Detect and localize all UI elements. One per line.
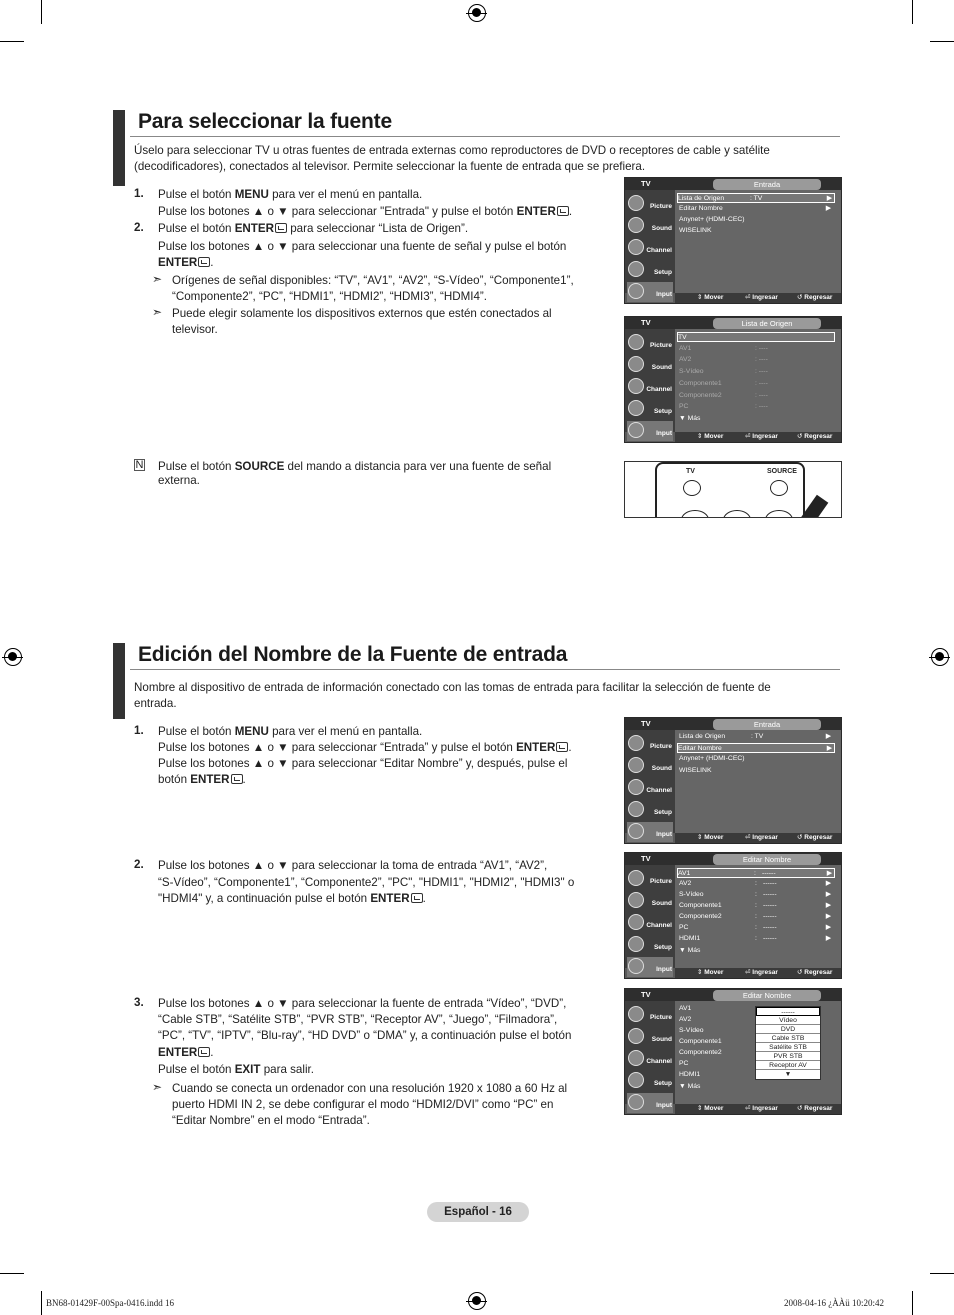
enter-icon [198, 257, 210, 267]
sound-icon [628, 217, 644, 233]
picture-icon [628, 1006, 644, 1022]
step-number: 3. [134, 996, 144, 1009]
note-text: “Componente2”, “PC”, “HDMI1”, “HDMI2”, “HDMI3”, “HDMI4”. [172, 290, 487, 303]
intro-line: Nombre al dispositivo de entrada de información conectado con las tomas de entrada para facilitar la selección de fuente de [134, 681, 771, 694]
osd-menu-editar-nombre: TV Editar Nombre Picture Sound Channel Setup Input AV1 : ------ ▶ AV2 : ------ ▶ S-Vídeo : ------ ▶ Componente1 : ------ ▶ Componente2 : ------ ▶ PC : ------ ▶ HDMI1 : ------ ▶ ▼ Más ⇕ Mover ⏎ Ingresar ↺ Regresar [624, 852, 842, 979]
step-text: “Cable STB”, “Satélite STB”, “PVR STB”, “Receptor AV”, “Juego”, “Filmadora”, [158, 1013, 558, 1026]
step-text: Pulse los botones ▲ o ▼ para seleccionar “Editar Nombre” y, después, pulse el [158, 757, 568, 770]
file-name: BN68-01429F-00Spa-0416.indd 16 [46, 1298, 174, 1308]
enter-icon [275, 223, 287, 233]
input-icon [628, 1094, 644, 1110]
intro-line: (decodificadores), conectados al televisor. Permite seleccionar la fuente de entrada que se prefiera. [134, 160, 646, 173]
step-text: ENTER . [158, 256, 214, 269]
step-text: Pulse los botones ▲ o ▼ para seleccionar la toma de entrada “AV1”, “AV2”, [158, 859, 548, 872]
step-number: 1. [134, 187, 144, 200]
channel-icon [628, 1050, 644, 1066]
crop-mark [41, 1291, 42, 1315]
step-text: Pulse el botón ENTER para seleccionar “Lista de Origen”. [158, 222, 469, 235]
note-text: Cuando se conecta un ordenador con una resolución 1920 x 1080 a 60 Hz al [172, 1082, 568, 1095]
picture-icon [628, 735, 644, 751]
crop-mark [912, 0, 913, 24]
picture-icon [628, 334, 644, 350]
step-text: Pulse los botones ▲ o ▼ para seleccionar una fuente de señal y pulse el botón [158, 240, 567, 253]
setup-icon [628, 936, 644, 952]
setup-icon [628, 801, 644, 817]
page-number-badge: Español - 16 [427, 1202, 529, 1222]
registration-mark-icon [4, 648, 22, 666]
intro-line: Úselo para seleccionar TV u otras fuentes de entrada externas como reproductores de DVD o receptores de cable y satélite [134, 144, 770, 157]
section-bar [113, 110, 125, 186]
source-text: Pulse el botón SOURCE del mando a distancia para ver una fuente de señal [158, 460, 552, 473]
note-text: Orígenes de señal disponibles: “TV”, “AV1”, “AV2”, “S-Vídeo”, “Componente1”, [172, 274, 574, 287]
channel-icon [628, 378, 644, 394]
input-icon [628, 283, 644, 299]
section-title: Edición del Nombre de la Fuente de entrada [138, 643, 568, 666]
intro-line: entrada. [134, 697, 177, 710]
enter-icon [556, 742, 568, 752]
sound-icon [628, 757, 644, 773]
osd-menu-lista-origen: TV Lista de Origen Picture Sound Channel Setup Input TV AV1 : ---- AV2 : ---- S-Vídeo : ---- Componente1 : ---- Componente2 : ---- PC : ---- ▼ Más ⇕ Mover ⏎ Ingresar ↺ Regresar [624, 316, 842, 443]
step-text: "HDMI4" y, a continuación pulse el botón ENTER . [158, 892, 426, 905]
crop-mark [930, 41, 954, 42]
note-arrow-icon: ➣ [152, 305, 163, 319]
step-text: Pulse el botón MENU para ver el menú en pantalla. [158, 188, 423, 201]
sound-icon [628, 892, 644, 908]
sound-icon [628, 1028, 644, 1044]
note-text: puerto HDMI IN 2, se debe configurar el modo “HDMI2/DVI” como “PC” en [172, 1098, 554, 1111]
crop-mark [930, 1273, 954, 1274]
crop-mark [0, 41, 24, 42]
input-icon [628, 422, 644, 438]
step-text: Pulse el botón EXIT para salir. [158, 1063, 314, 1076]
remote-control-illustration: TV SOURCE [624, 461, 842, 518]
note-text: televisor. [172, 323, 218, 336]
note-arrow-icon: ➣ [152, 272, 163, 286]
note-text: “Editar Nombre” en el modo “Entrada”. [172, 1114, 370, 1127]
source-type-dropdown: ------ Vídeo DVD Cable STB Satélite STB PVR STB Receptor AV ▼ [755, 1006, 821, 1080]
osd-menu-entrada: TV Entrada Picture Sound Channel Setup Input Lista de Origen : TV ▶ Editar Nombre ▶ Anynet+ (HDMI-CEC) WISELINK ⇕ Mover ⏎ Ingresar ↺ Regresar [624, 177, 842, 304]
tv-button [683, 480, 701, 496]
osd-menu-editar-dropdown: TV Editar Nombre Picture Sound Channel Setup Input AV1 AV2 S-Vídeo Componente1 Componente2 PC HDMI1 ▼ Más ------ Vídeo DVD Cable STB Satélite STB PVR STB Receptor AV ▼ ⇕ Mover ⏎ Ingresar ↺ Regresar [624, 988, 842, 1115]
registration-mark-icon [468, 4, 486, 22]
registration-mark-icon [468, 1292, 486, 1310]
step-text: ENTER . [158, 1046, 214, 1059]
channel-icon [628, 239, 644, 255]
sound-icon [628, 356, 644, 372]
setup-icon [628, 261, 644, 277]
crop-mark [41, 0, 42, 24]
step-text: botón ENTER . [158, 773, 246, 786]
setup-icon [628, 400, 644, 416]
step-text: “PC”, “TV”, “IPTV”, “Blu-ray”, “HD DVD” o “DMA” y, a continuación pulse el botón [158, 1029, 572, 1042]
input-icon [628, 823, 644, 839]
input-icon [628, 958, 644, 974]
note-icon: N [135, 459, 144, 471]
section-title: Para seleccionar la fuente [138, 110, 392, 133]
crop-mark [0, 1273, 24, 1274]
picture-icon [628, 195, 644, 211]
step-number: 2. [134, 221, 144, 234]
osd-menu-entrada-editar: TV Entrada Picture Sound Channel Setup Input Lista de Origen : TV ▶ Editar Nombre ▶ Anynet+ (HDMI-CEC) WISELINK ⇕ Mover ⏎ Ingresar ↺ Regresar [624, 717, 842, 844]
enter-icon [557, 206, 569, 216]
enter-icon [231, 774, 243, 784]
step-text: Pulse el botón MENU para ver el menú en pantalla. [158, 725, 423, 738]
source-text: externa. [158, 474, 200, 487]
print-date: 2008-04-16 ¿ÀÀü 10:20:42 [784, 1298, 884, 1308]
registration-mark-icon [931, 648, 949, 666]
enter-icon [411, 893, 423, 903]
step-number: 1. [134, 724, 144, 737]
note-arrow-icon: ➣ [152, 1080, 163, 1094]
enter-icon [198, 1047, 210, 1057]
divider [130, 669, 840, 670]
step-text: Pulse los botones ▲ o ▼ para seleccionar "Entrada" y pulse el botón ENTER . [158, 205, 573, 218]
step-number: 2. [134, 858, 144, 871]
channel-icon [628, 779, 644, 795]
step-text: “S-Vídeo”, “Componente1”, “Componente2”, "PC", "HDMI1", "HDMI2", "HDMI3" o [158, 876, 575, 889]
setup-icon [628, 1072, 644, 1088]
section-bar [113, 643, 125, 719]
crop-mark [912, 1291, 913, 1315]
source-button [770, 480, 788, 496]
channel-icon [628, 914, 644, 930]
divider [130, 136, 840, 137]
step-text: Pulse los botones ▲ o ▼ para seleccionar “Entrada” y pulse el botón ENTER . [158, 741, 572, 754]
step-text: Pulse los botones ▲ o ▼ para seleccionar la fuente de entrada “Vídeo”, “DVD”, [158, 997, 567, 1010]
picture-icon [628, 870, 644, 886]
note-text: Puede elegir solamente los dispositivos externos que estén conectados al [172, 307, 552, 320]
